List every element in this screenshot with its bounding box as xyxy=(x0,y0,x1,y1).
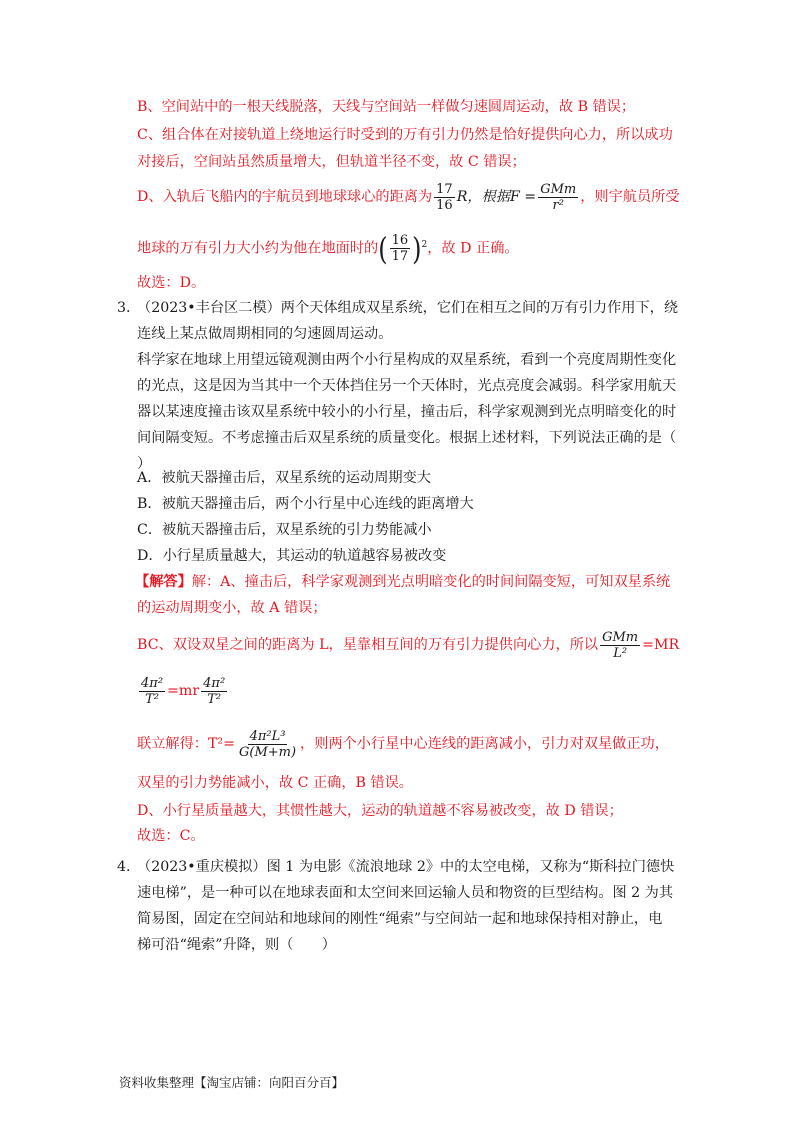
gravity-rhs: =MR xyxy=(642,637,680,653)
distance-fraction-denominator: 16 xyxy=(436,197,453,213)
question-3-line-5: 器以某速度撞击该双星系统中较小的小行星，撞击后，科学家观测到光点明暗变化的时 xyxy=(137,404,677,420)
question-3-line-7: ） xyxy=(137,456,152,472)
question-3-option-c: C．被航天器撞击后，双星系统的引力势能减小 xyxy=(137,522,432,538)
prev-d-text-b: ，则宇航员所受 xyxy=(580,189,680,205)
question-4-line-4: 梯可沿“绳索”升降，则（ ） xyxy=(137,937,336,953)
prev-d2-text-b: ，故 D 正确。 xyxy=(427,240,519,257)
gravity-formula-fraction xyxy=(538,182,578,213)
prev-option-c-text-2: 对接后，空间站虽然质量增大，但轨道半径不变，故 C 错误； xyxy=(137,154,526,170)
solution-line-4 xyxy=(137,674,229,708)
omega-fraction-1-numerator: 4π² xyxy=(141,675,164,691)
period-fraction-numerator: 4π²L³ xyxy=(249,728,286,744)
right-paren: ) xyxy=(412,230,422,267)
period-fraction xyxy=(237,729,298,760)
solution-line-5 xyxy=(137,725,669,763)
prev-option-c-text-1: C、组合体在对接轨道上绕地运行时受到的万有引力仍然是恰好提供向心力，所以成功 xyxy=(137,127,673,143)
prev-option-b-text: B、空间站中的一根天线脱落，天线与空间站一样做匀速圆周运动，故 B 错误； xyxy=(137,99,636,115)
prev-option-d-line-2 xyxy=(137,228,519,266)
question-3-number: 3. xyxy=(117,300,131,316)
question-3-answer: 故选：C。 xyxy=(137,828,205,844)
solution-label: 【解答】 xyxy=(135,574,192,590)
question-3-line-3: 科学家在地球上用望远镜观测由两个小行星构成的双星系统，看到一个亮度周期性变化 xyxy=(137,352,677,368)
gravity-fraction xyxy=(600,630,640,661)
page-footer: 资料收集整理【淘宝店铺：向阳百分百】 xyxy=(119,1075,345,1090)
left-paren: ( xyxy=(378,230,388,267)
ratio-fraction-denominator: 17 xyxy=(391,249,409,265)
question-3-line-2: 连线上某点做周期相同的匀速圆周运动。 xyxy=(137,326,393,342)
solution-line-1 xyxy=(135,572,670,592)
prev-d-text-a: D、入轨后飞船内的宇航员到地球球心的距离为 xyxy=(137,189,433,205)
question-4-line-2: 速电梯”，是一种可以在地球表面和太空间来回运输人员和物资的巨型结构。图 2 为其 xyxy=(137,885,674,901)
question-4-number: 4. xyxy=(117,859,131,875)
ratio-fraction-numerator: 16 xyxy=(391,233,409,249)
solution-line-3 xyxy=(137,628,679,662)
question-3-line-6: 间间隔变短。不考虑撞击后双星系统的质量变化。根据上述材料，下列说法正确的是（ xyxy=(137,430,677,446)
gravity-formula-numerator: GMm xyxy=(540,181,577,197)
solution-line-6: 双星的引力势能减小，故 C 正确，B 错误。 xyxy=(137,775,413,791)
gravity-fraction-denominator: L² xyxy=(613,645,628,661)
solution-joint-text: 联立解得：T²= xyxy=(137,736,235,752)
solution-text-a: 解：A、撞击后，科学家观测到光点明暗变化的时间间隔变短，可知双星系统 xyxy=(191,574,671,590)
prev-option-d-line-1 xyxy=(137,180,680,214)
solution-line-7: D、小行星质量越大，其惯性越大，运动的轨道越不容易被改变，故 D 错误； xyxy=(137,803,623,819)
solution-joint-text-b: ，则两个小行星中心连线的距离减小，引力对双星做正功， xyxy=(300,736,669,752)
period-fraction-denominator: G(M+m) xyxy=(238,744,297,760)
omega-equals: =mr xyxy=(167,683,200,699)
omega-fraction-2 xyxy=(201,676,227,707)
question-3-line-4: 的光点，这是因为当其中一个天体挡住另一个天体时，光点亮度会减弱。科学家用航天 xyxy=(137,378,677,394)
question-4-line-3: 简易图，固定在空间站和地球间的刚性“绳索”与空间站一起和地球保持相对静止，电 xyxy=(137,911,663,927)
omega-fraction-1-denominator: T² xyxy=(145,691,159,707)
question-3-line-1: （2023•丰台区二模）两个天体组成双星系统，它们在相互之间的万有引力作用下，绕 xyxy=(137,300,679,316)
solution-bc-text: BC、双设双星之间的距离为 L，星靠相互间的万有引力提供向心力，所以 xyxy=(137,637,599,653)
solution-line-2: 的运动周期变小，故 A 错误； xyxy=(137,600,327,616)
prev-d-r: R，根据 xyxy=(456,189,510,205)
question-4-line-1: （2023•重庆模拟）图 1 为电影《流浪地球 2》中的太空电梯，又称为“斯科拉门德快 xyxy=(137,859,675,875)
prev-answer: 故选：D。 xyxy=(137,275,206,291)
distance-fraction-numerator: 17 xyxy=(436,181,453,197)
gravity-fraction-numerator: GMm xyxy=(602,629,639,645)
prev-d2-text-a: 地球的万有引力大小约为他在地面时的 xyxy=(137,240,379,257)
question-3-option-a: A．被航天器撞击后，双星系统的运动周期变大 xyxy=(137,470,431,486)
distance-fraction xyxy=(434,182,455,213)
omega-fraction-1 xyxy=(139,676,165,707)
omega-fraction-2-denominator: T² xyxy=(207,691,222,707)
ratio-exponent: 2 xyxy=(421,240,428,250)
gravity-formula-lhs: F = xyxy=(509,189,537,205)
gravity-formula-denominator: r² xyxy=(552,197,564,213)
question-3-option-b: B．被航天器撞击后，两个小行星中心连线的距离增大 xyxy=(137,496,474,512)
ratio-fraction xyxy=(390,233,411,264)
omega-fraction-2-numerator: 4π² xyxy=(203,675,226,691)
question-3-option-d: D．小行星质量越大，其运动的轨道越容易被改变 xyxy=(137,548,447,564)
